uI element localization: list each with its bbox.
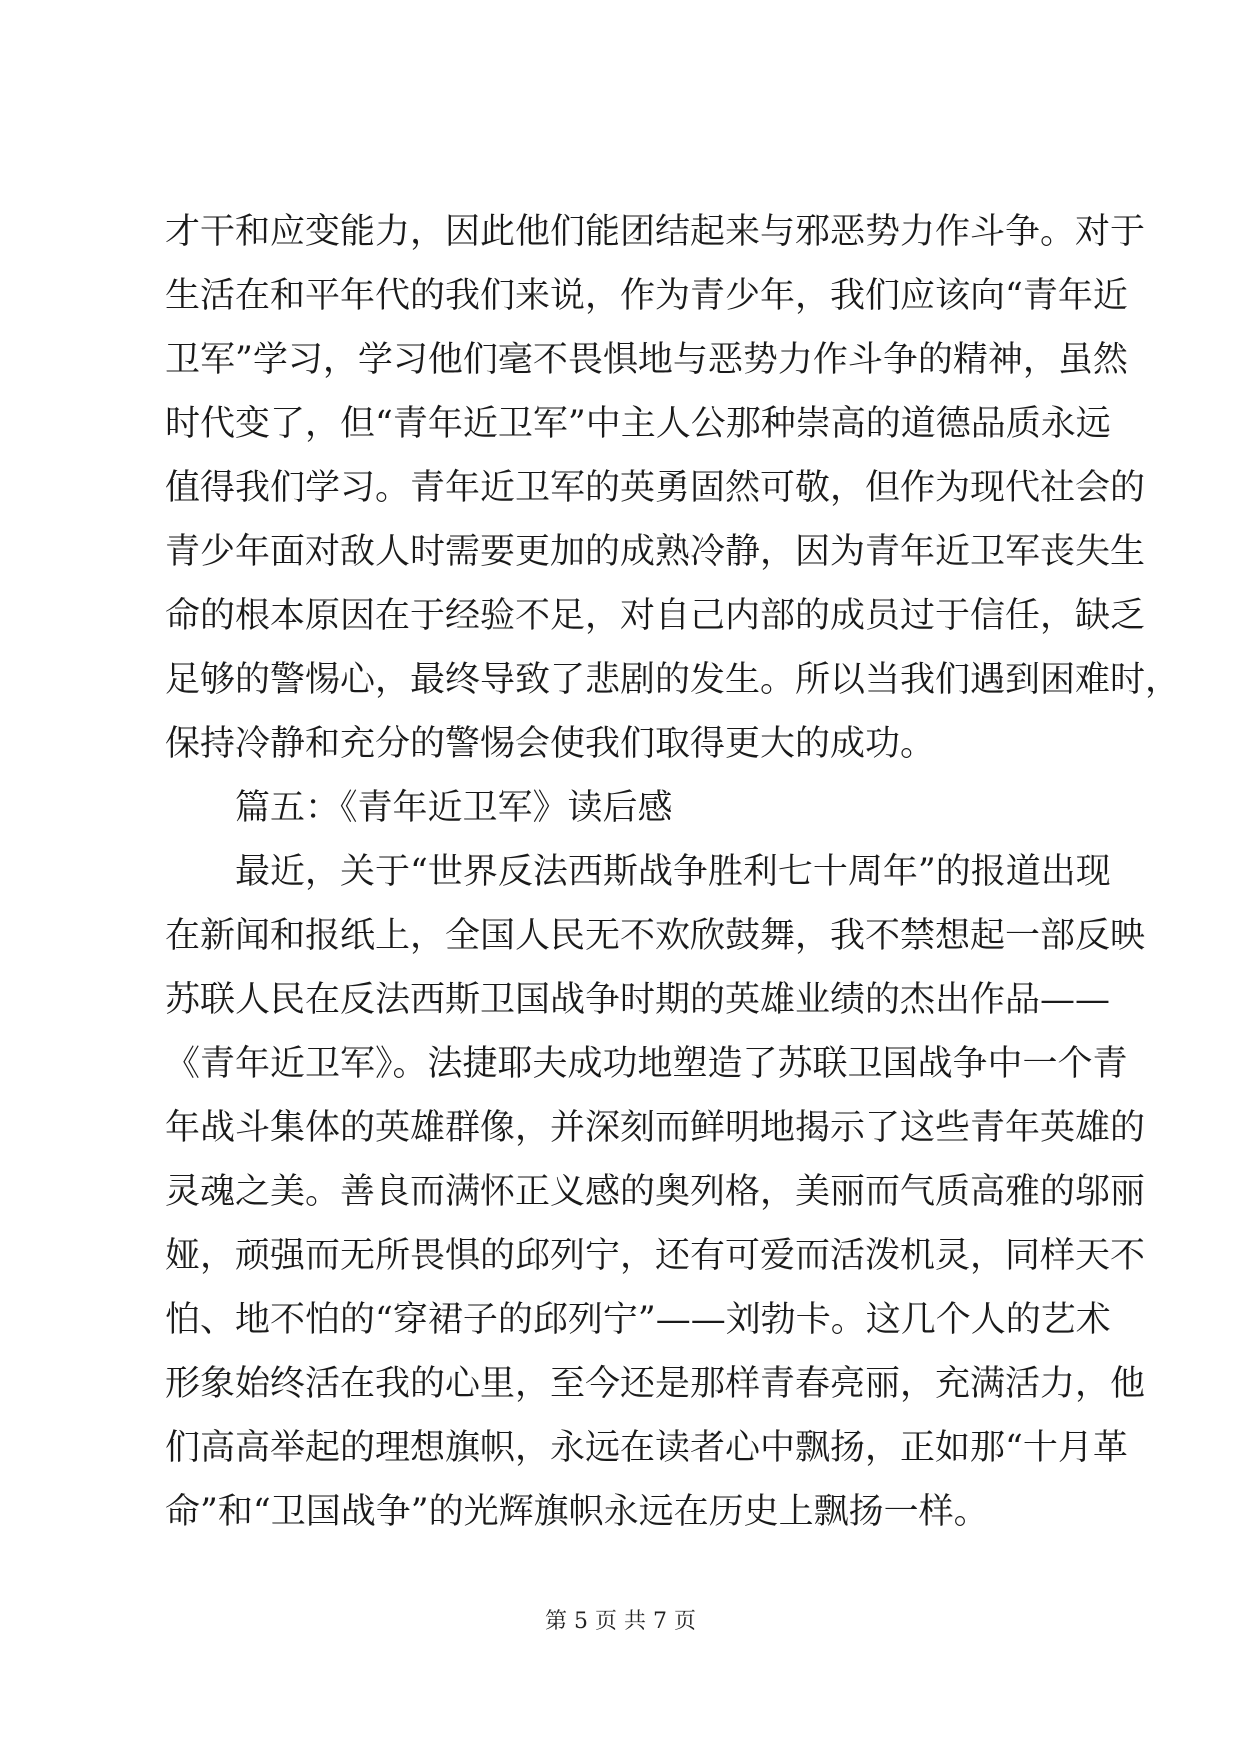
text-line: 命”和“卫国战争”的光辉旗帜永远在历史上飘扬一样。 — [165, 1492, 989, 1532]
page-number: 第 5 页 共 7 页 — [545, 1609, 696, 1634]
text-line: 生活在和平年代的我们来说，作为青少年，我们应该向“青年近 — [165, 276, 1128, 316]
text-line: 苏联人民在反法西斯卫国战争时期的英雄业绩的杰出作品—— — [165, 980, 1111, 1020]
text-line: 足够的警惕心，最终导致了悲剧的发生。所以当我们遇到困难时， — [165, 660, 1181, 700]
text-line: 怕、地不怕的“穿裙子的邱列宁”——刘勃卡。这几个人的艺术 — [165, 1300, 1111, 1340]
text-line: 青少年面对敌人时需要更加的成熟冷静，因为青年近卫军丧失生 — [165, 532, 1146, 572]
section-heading: 篇五：《青年近卫军》读后感 — [235, 788, 673, 828]
text-line: 灵魂之美。善良而满怀正义感的奥列格，美丽而气质高雅的邬丽 — [165, 1172, 1146, 1212]
text-line: 《青年近卫军》。法捷耶夫成功地塑造了苏联卫国战争中一个青 — [165, 1044, 1128, 1084]
text-line: 保持冷静和充分的警惕会使我们取得更大的成功。 — [165, 724, 936, 764]
text-line: 才干和应变能力，因此他们能团结起来与邪恶势力作斗争。对于 — [165, 212, 1146, 252]
text-line: 命的根本原因在于经验不足，对自己内部的成员过于信任，缺乏 — [165, 596, 1146, 636]
text-line: 最近，关于“世界反法西斯战争胜利七十周年”的报道出现 — [235, 852, 1111, 892]
text-line: 时代变了，但“青年近卫军”中主人公那种崇高的道德品质永远 — [165, 404, 1111, 444]
text-line: 们高高举起的理想旗帜，永远在读者心中飘扬，正如那“十月革 — [165, 1428, 1128, 1468]
text-line: 年战斗集体的英雄群像，并深刻而鲜明地揭示了这些青年英雄的 — [165, 1108, 1146, 1148]
text-line: 形象始终活在我的心里，至今还是那样青春亮丽，充满活力，他 — [165, 1364, 1146, 1404]
text-line: 娅，顽强而无所畏惧的邱列宁，还有可爱而活泼机灵，同样天不 — [165, 1236, 1146, 1276]
text-line: 值得我们学习。青年近卫军的英勇固然可敬，但作为现代社会的 — [165, 468, 1146, 508]
text-line: 在新闻和报纸上，全国人民无不欢欣鼓舞，我不禁想起一部反映 — [165, 916, 1146, 956]
text-line: 卫军”学习，学习他们毫不畏惧地与恶势力作斗争的精神，虽然 — [165, 340, 1128, 380]
